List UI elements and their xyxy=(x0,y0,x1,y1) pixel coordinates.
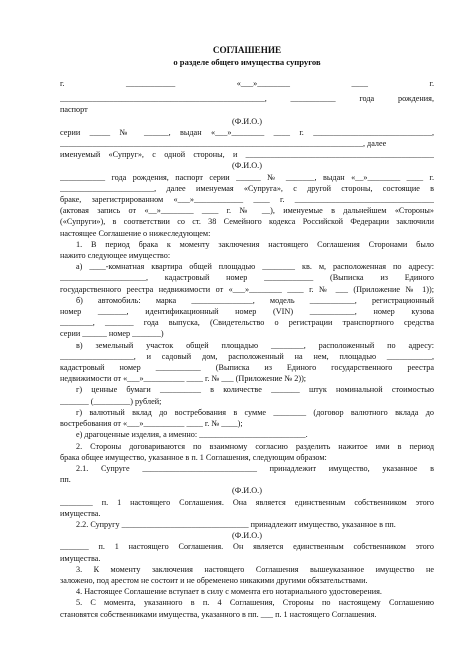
text-line: («Супруги»), в соответствии со ст. 38 Семейного кодекса Российской Федерации заключили xyxy=(60,217,434,227)
text-line: брака общее имущество, указанное в п. 1 Соглашения, следующим образом: xyxy=(60,452,327,462)
text-line: 3. К моменту заключения настоящего Соглашения вышеуказанное имущество не xyxy=(76,564,434,574)
text-line: ___________ года рождения, паспорт серии ______ № _______, выдан «__»________ ____ г. xyxy=(60,172,434,182)
text-line: (актовая запись от «__»________ ____ г. № __), именуемые в дальнейшем «Стороны» xyxy=(60,206,434,216)
text-line: серии ______ номер _______) xyxy=(60,329,164,339)
text-line: г) валютный вклад до востребования в сумме ________ (договор валютного вклада до xyxy=(76,407,434,417)
text-line: настоящее Соглашение о нижеследующем: xyxy=(60,228,211,238)
text-line: кадастровый номер ___________ (Выписка из Единого государственного реестра xyxy=(60,363,434,373)
text-line: серии _____ № ______, выдан «___»________ ____ г. _____________________________, xyxy=(60,127,434,137)
text-line: имущества. xyxy=(60,553,101,563)
text-line: 2. Стороны договариваются по взаимному согласию разделить нажитое ими в период xyxy=(76,441,434,451)
text-line: 1. В период брака к моменту заключения настоящего Соглашения Сторонами было xyxy=(76,239,434,249)
text-line: браке, зарегистрированном «___»____________ ____ г. __________________________________ xyxy=(60,195,434,205)
text-line: ________ п. 1 настоящего Соглашения. Она является единственным собственником этого xyxy=(60,497,434,507)
text-line: пп. xyxy=(60,475,71,485)
text-line: государственного реестра недвижимости от «___»________ ____ г. № ___ (Приложение № 1)); xyxy=(60,284,434,294)
text-line: имущества. xyxy=(60,508,101,518)
text-line: ________, _______ года выпуска, (Свидетельство о регистрации транспортного средства xyxy=(60,318,434,328)
text-line: __________________, и садовый дом, расположенный на нем, площадью ___________, xyxy=(60,351,434,361)
text-line: номер _______, идентификационный номер (VIN) ___________, номер кузова xyxy=(60,307,434,317)
text-line: _______ п. 1 настоящего Соглашения. Он является единственным собственником этого xyxy=(60,542,434,552)
text-line: 2.1. Супруге ____________________________ принадлежит имущество, указанное в xyxy=(76,463,434,473)
text-line: _______ (_________) рублей; xyxy=(60,396,162,406)
text-line: заложено, под арестом не состоит и не обременено никакими другими обязательствами. xyxy=(60,575,368,585)
text-line: __________________________________________________________________________, далее xyxy=(60,139,387,149)
field-caption: (Ф.И.О.) xyxy=(232,531,262,541)
text-line: _______________________, далее именуемая «Супруга», с другой стороны, состоящие в xyxy=(60,183,434,193)
text-line: е) драгоценные изделия, а именно: __________________________. xyxy=(76,430,308,440)
text-line: 2.2. Супругу _______________________________ принадлежит имущество, указанное в пп. xyxy=(76,519,396,529)
field-caption: (Ф.И.О.) xyxy=(232,486,262,496)
text-line: нажито следующее имущество: xyxy=(60,251,171,261)
field-caption: (Ф.И.О.) xyxy=(232,116,262,126)
document-body xyxy=(60,78,434,620)
document-title: СОГЛАШЕНИЕ xyxy=(212,45,282,55)
text-line: востребования от «___»__________ ____ г. № ____); xyxy=(60,419,243,429)
text-line: в) земельный участок общей площадью ________, расположенный по адресу: xyxy=(76,340,434,350)
text-line: г) ценные бумаги __________ в количестве _______ штук номинальной стоимостью xyxy=(76,385,434,395)
text-line: становятся собственниками имущества, указанного в пп. ___ п. 1 настоящего Соглашения. xyxy=(60,609,377,619)
document-subtitle: о разделе общего имущества супругов xyxy=(173,57,321,67)
text-line: недвижимости от «___»__________ ____ г. № ___ (Приложение № 2)); xyxy=(60,374,307,384)
text-line: 4. Настоящее Соглашение вступает в силу с момента его нотариального удостоверения. xyxy=(76,587,382,597)
text-line: 5. С момента, указанного в п. 4 Соглашения, Стороны по настоящему Соглашению xyxy=(76,598,434,608)
text-line: __________________________________________________, ___________ года рождения, xyxy=(60,94,434,104)
text-line: именуемый «Супруг», с одной стороны, и ______________________________________________ xyxy=(60,150,434,160)
text-line: _____________________, кадастровый номер ____________ (Выписка из Единого xyxy=(60,273,434,283)
text-line: а) ____-комнатная квартира общей площадью ________ кв. м, расположенная по адресу: xyxy=(76,262,434,272)
text-line: б) автомобиль: марка _______________, модель ___________, регистрационный xyxy=(76,295,434,305)
field-caption: (Ф.И.О.) xyxy=(232,161,262,171)
text-line: г. ____________ «___»________ ____ г. xyxy=(60,79,434,88)
text-line: паспорт xyxy=(60,105,88,115)
